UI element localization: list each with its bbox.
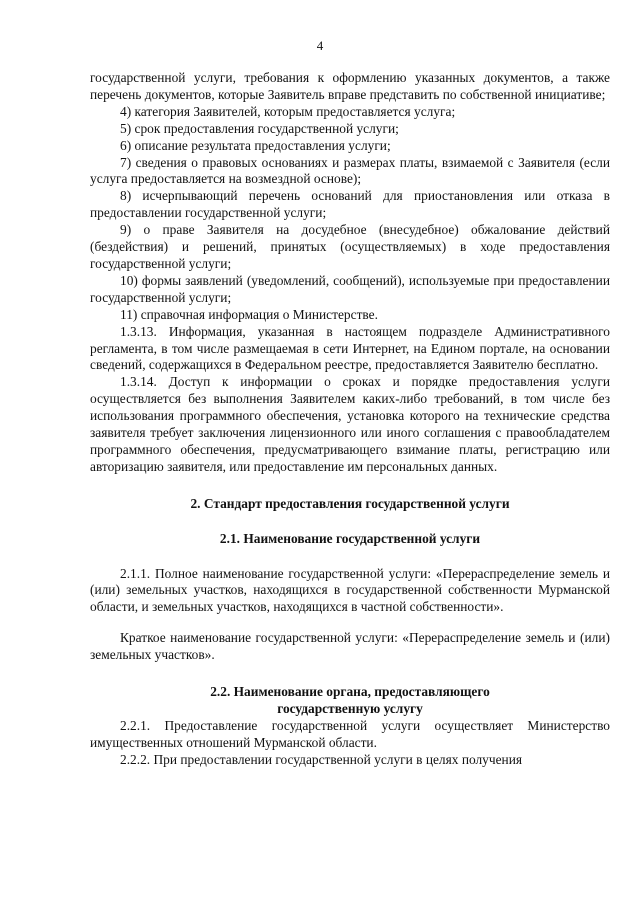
list-item-11: 11) справочная информация о Министерстве. (120, 306, 378, 322)
paragraph-1-3-14: 1.3.14. Доступ к информации о сроках и порядке предоставления услуги осуществляется без выполнения Заявителем каких-либо требований, в том числе без использования программного обеспечения, установка которого на технические средства заявителя требует заключения лицензионного или иного соглашения с правообладателем программного обеспечения, предусматривающего взимание платы, регистрацию или авторизацию заявителя, или предоставление им персональных данных. (90, 374, 610, 474)
list-item-7: 7) сведения о правовых основаниях и размерах платы, взимаемой с Заявителя (если услуга предоставляется на возмездной основе); (90, 154, 610, 187)
document-body (90, 70, 610, 769)
paragraph-continuation: государственной услуги, требования к оформлению указанных документов, а также перечень документов, которые Заявитель вправе представить по собственной инициативе; (90, 70, 610, 102)
list-item-10: 10) формы заявлений (уведомлений, сообщений), используемые при предоставлении государственной услуги; (90, 272, 610, 305)
paragraph-1-3-13: 1.3.13. Информация, указанная в настоящем подразделе Административного регламента, в том числе размещаемая в сети Интернет, на Едином портале, на основании сведений, содержащихся в Федеральном реестре, предоставляется Заявителю бесплатно. (90, 323, 610, 373)
list-item-4: 4) категория Заявителей, которым предоставляется услуга; (120, 103, 456, 119)
paragraph-short-name: Краткое наименование государственной услуги: «Перераспределение земель и (или) земельных участков». (90, 630, 610, 663)
paragraph-2-2-2: 2.2.2. При предоставлении государственной услуги в целях получения (120, 751, 523, 767)
subsection-heading-2-2-line2: государственную услугу (277, 701, 423, 716)
list-item-5: 5) срок предоставления государственной услуги; (120, 120, 399, 136)
page-number: 4 (316, 38, 324, 53)
section-heading-2: 2. Стандарт предоставления государственной услуги (190, 495, 510, 511)
paragraph-2-2-1: 2.2.1. Предоставление государственной услуги осуществляет Министерство имущественных отношений Мурманской области. (90, 717, 610, 750)
list-item-9: 9) о праве Заявителя на досудебное (внесудебное) обжалование действий (бездействия) и решений, принятых (осуществляемых) в ходе предоставления государственной услуги; (90, 222, 610, 271)
subsection-heading-2-2-line1: 2.2. Наименование органа, предоставляющего (210, 684, 490, 700)
list-item-8: 8) исчерпывающий перечень оснований для приостановления или отказа в предоставлении государственной услуги; (90, 188, 610, 221)
list-item-6: 6) описание результата предоставления услуги; (120, 137, 391, 153)
subsection-heading-2-1: 2.1. Наименование государственной услуги (219, 530, 481, 546)
paragraph-2-1-1: 2.1.1. Полное наименование государственной услуги: «Перераспределение земель и (или) земельных участков, находящихся в государственной собственности Мурманской области, и земельных участков, находящихся в частной собственности». (90, 565, 610, 615)
